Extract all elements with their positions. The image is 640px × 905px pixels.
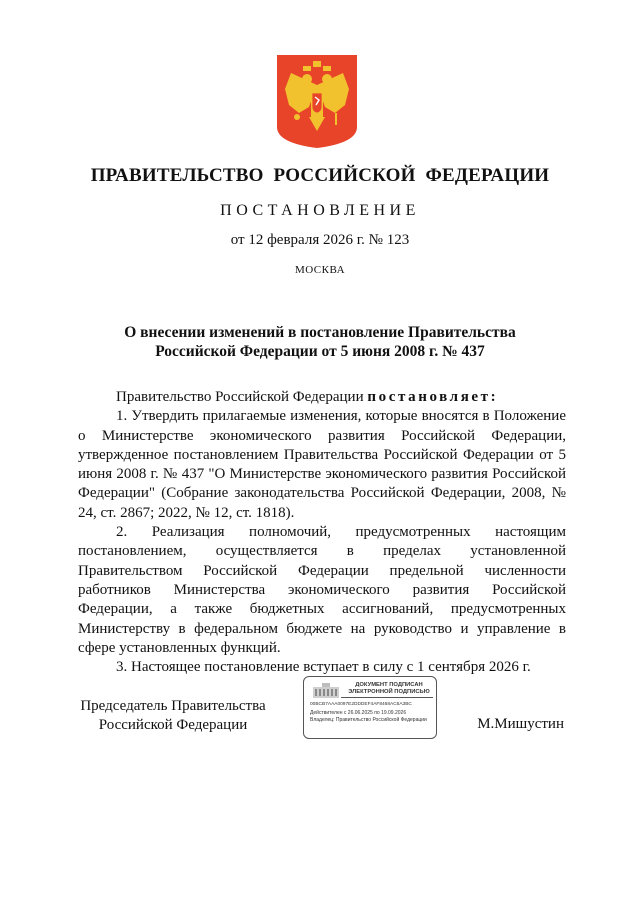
organization-title: ПРАВИТЕЛЬСТВО РОССИЙСКОЙ ФЕДЕРАЦИИ [90,165,550,186]
document-type: ПОСТАНОВЛЕНИЕ [220,202,420,219]
stamp-validity: Действителен с 26.06.2025 по 19.09.2026 [310,710,407,716]
paragraph-item-3: 3. Настоящее постановление вступает в силу с 1 сентября 2026 г. [116,659,531,676]
signer-name: М.Мишустин [477,716,564,732]
stamp-heading [344,682,434,696]
document-body [78,388,566,677]
document-title-line1: О внесении изменений в постановление Правительства [124,324,516,341]
document-date-number: от 12 февраля 2026 г. № 123 [230,232,410,248]
document-title-line2: Российской Федерации от 5 июня 2008 г. № 437 [155,343,485,360]
document-title [80,323,560,361]
document-city: МОСКВА [294,264,346,276]
electronic-signature-stamp [303,676,437,739]
signer-position-line2: Российской Федерации [98,717,248,733]
stamp-certificate-number: 00BCB7AAA0097E2DDDEF4AF8468AC6A3BC [310,702,412,707]
stamp-heading-line1: ДОКУМЕНТ ПОДПИСАН [355,682,423,688]
double-headed-eagle-icon [277,55,357,148]
signer-position-line1: Председатель Правительства [80,698,266,714]
stamp-owner: Владелец: Правительство Российской Федерации [310,717,427,723]
government-building-icon [311,681,341,699]
intro-decree: постановляет: [367,389,499,405]
intro-text: Правительство Российской Федерации [116,389,368,405]
signer-position [78,697,268,735]
coat-of-arms-emblem [277,55,357,148]
paragraph-item-1: 1. Утвердить прилагаемые изменения, которые вносятся в Положение о Министерстве экономического развития Российской Федерации, утвержденное постановлением Правительства Российской Федерации от 5 июня 2008 г. № 437 "О Министерстве экономического развития Российской Федерации" (Собрание законодательства Российской Федерации, 2008, № 24, ст. 2867; 2022, № 12, ст. 1818). [78,408,566,521]
stamp-heading-line2: ЭЛЕКТРОННОЙ ПОДПИСЬЮ [348,689,430,695]
stamp-divider [341,697,433,698]
paragraph-item-2: 2. Реализация полномочий, предусмотренных настоящим постановлением, осуществляется в пределах установленной Правительством Российской Федерации предельной численности работников Министерства экономического развития Российской Федерации, а также бюджетных ассигнований, предусмотренных Министерству в федеральном бюджете на руководство и управление в сфере установленных функций. [78,524,566,656]
intro-paragraph [78,388,566,407]
